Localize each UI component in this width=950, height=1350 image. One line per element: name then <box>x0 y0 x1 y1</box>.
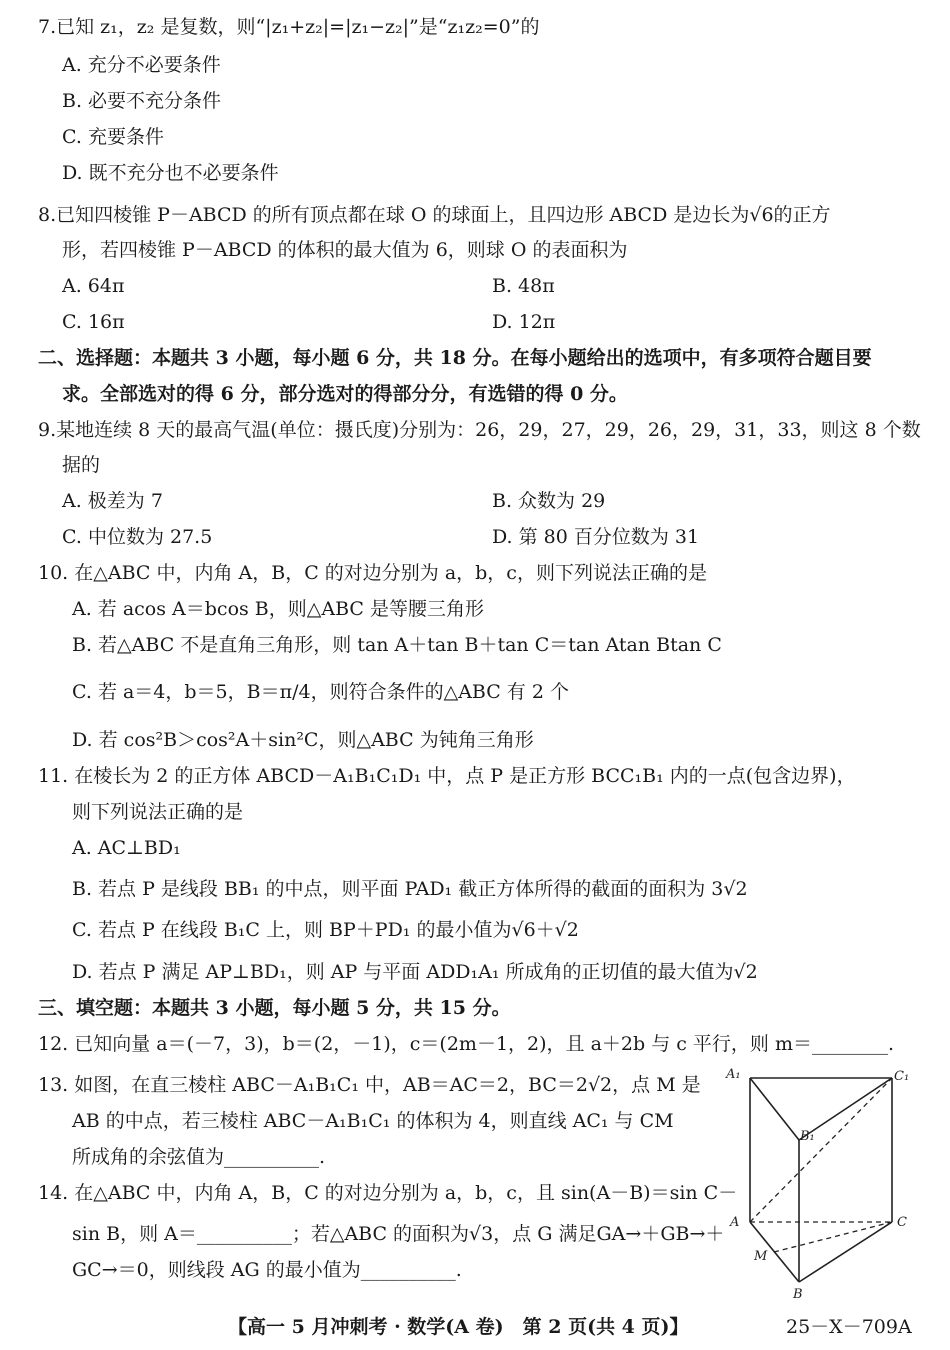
q11-stem-2: 则下列说法正确的是 <box>72 801 244 823</box>
q8-option-a: A. 64π <box>62 275 125 297</box>
section2-line-2: 求。全部选对的得 6 分，部分选对的得部分分，有选错的得 0 分。 <box>62 383 628 405</box>
q10-option-a: A. 若 acos A＝bcos B，则△ABC 是等腰三角形 <box>72 598 484 620</box>
q11-stem-1: 11. 在棱长为 2 的正方体 ABCD－A₁B₁C₁D₁ 中，点 P 是正方形 BCC₁B₁ 内的一点(包含边界)， <box>38 765 856 787</box>
q10-stem: 10. 在△ABC 中，内角 A，B，C 的对边分别为 a，b，c，则下列说法正确的是 <box>38 562 707 584</box>
q7-option-b: B. 必要不充分条件 <box>62 90 222 112</box>
q10-option-d: D. 若 cos²B＞cos²A＋sin²C，则△ABC 为钝角三角形 <box>72 729 534 751</box>
q7-stem: 7.已知 z₁，z₂ 是复数，则“|z₁+z₂|=|z₁−z₂|”是“z₁z₂=0”的 <box>38 16 540 38</box>
footer-page-info: 【高一 5 月冲刺考 · 数学(A 卷) 第 2 页(共 4 页)】 <box>228 1316 689 1338</box>
q8-option-d: D. 12π <box>492 311 556 333</box>
line-a-c1-hidden <box>750 1078 892 1222</box>
q11-option-a: A. AC⊥BD₁ <box>72 837 181 859</box>
q8-stem-1: 8.已知四棱锥 P－ABCD 的所有顶点都在球 O 的球面上，且四边形 ABCD 是边长为√6的正方 <box>38 204 831 226</box>
q12-stem: 12. 已知向量 a＝(－7，3)，b＝(2，－1)，c＝(2m－1，2)，且 a＋2b 与 c 平行，则 m＝________. <box>38 1033 895 1055</box>
label-a1: A₁ <box>726 1067 741 1082</box>
q7-option-c: C. 充要条件 <box>62 126 164 148</box>
q11-option-b: B. 若点 P 是线段 BB₁ 的中点，则平面 PAD₁ 截正方体所得的截面的面积为 3√2 <box>72 878 748 900</box>
label-b1: B₁ <box>800 1129 815 1144</box>
q9-option-d: D. 第 80 百分位数为 31 <box>492 526 700 548</box>
label-c1: C₁ <box>894 1069 910 1084</box>
prism-figure <box>722 1060 922 1300</box>
q9-option-b: B. 众数为 29 <box>492 490 606 512</box>
q9-option-a: A. 极差为 7 <box>62 490 163 512</box>
edge-b-c <box>799 1222 892 1282</box>
section2-line-1: 二、选择题：本题共 3 小题，每小题 6 分，共 18 分。在每小题给出的选项中，有多项符合题目要 <box>38 347 872 369</box>
q10-option-c: C. 若 a＝4，b＝5，B＝π/4，则符合条件的△ABC 有 2 个 <box>72 681 569 703</box>
line-m-c-hidden <box>774 1222 892 1252</box>
q11-option-c: C. 若点 P 在线段 B₁C 上，则 BP＋PD₁ 的最小值为√6＋√2 <box>72 919 579 941</box>
q7-option-d: D. 既不充分也不必要条件 <box>62 162 279 184</box>
label-a: A <box>730 1215 740 1230</box>
q10-option-b: B. 若△ABC 不是直角三角形，则 tan A＋tan B＋tan C＝tan Atan Btan C <box>72 634 722 656</box>
q13-stem-1: 13. 如图，在直三棱柱 ABC－A₁B₁C₁ 中，AB＝AC＝2，BC＝2√2，点 M 是 <box>38 1074 701 1096</box>
footer-code: 25－X－709A <box>786 1316 912 1338</box>
q9-stem-2: 据的 <box>62 454 101 476</box>
q14-stem-2: sin B，则 A＝__________；若△ABC 的面积为√3，点 G 满足GA→＋GB→＋ <box>72 1223 725 1245</box>
q9-stem-1: 9.某地连续 8 天的最高气温(单位：摄氏度)分别为：26，29，27，29，26，29，31，33，则这 8 个数 <box>38 419 921 441</box>
q13-stem-3: 所成角的余弦值为__________. <box>72 1146 326 1168</box>
label-c: C <box>897 1215 907 1230</box>
q8-option-b: B. 48π <box>492 275 555 297</box>
q7-option-a: A. 充分不必要条件 <box>62 54 221 76</box>
q8-option-c: C. 16π <box>62 311 125 333</box>
label-b: B <box>793 1287 803 1300</box>
q14-stem-1: 14. 在△ABC 中，内角 A，B，C 的对边分别为 a，b，c，且 sin(A－B)＝sin C－ <box>38 1182 738 1204</box>
q13-stem-2: AB 的中点，若三棱柱 ABC－A₁B₁C₁ 的体积为 4，则直线 AC₁ 与 CM <box>72 1110 674 1132</box>
section3-line-1: 三、填空题：本题共 3 小题，每小题 5 分，共 15 分。 <box>38 997 511 1019</box>
label-m: M <box>754 1249 768 1264</box>
edge-a1-b1 <box>750 1078 799 1140</box>
q14-stem-3: GC→＝0，则线段 AG 的最小值为__________. <box>72 1259 462 1281</box>
q8-stem-2: 形，若四棱锥 P－ABCD 的体积的最大值为 6，则球 O 的表面积为 <box>62 239 628 261</box>
q9-option-c: C. 中位数为 27.5 <box>62 526 213 548</box>
q11-option-d: D. 若点 P 满足 AP⊥BD₁，则 AP 与平面 ADD₁A₁ 所成角的正切值的最大值为√2 <box>72 961 758 983</box>
